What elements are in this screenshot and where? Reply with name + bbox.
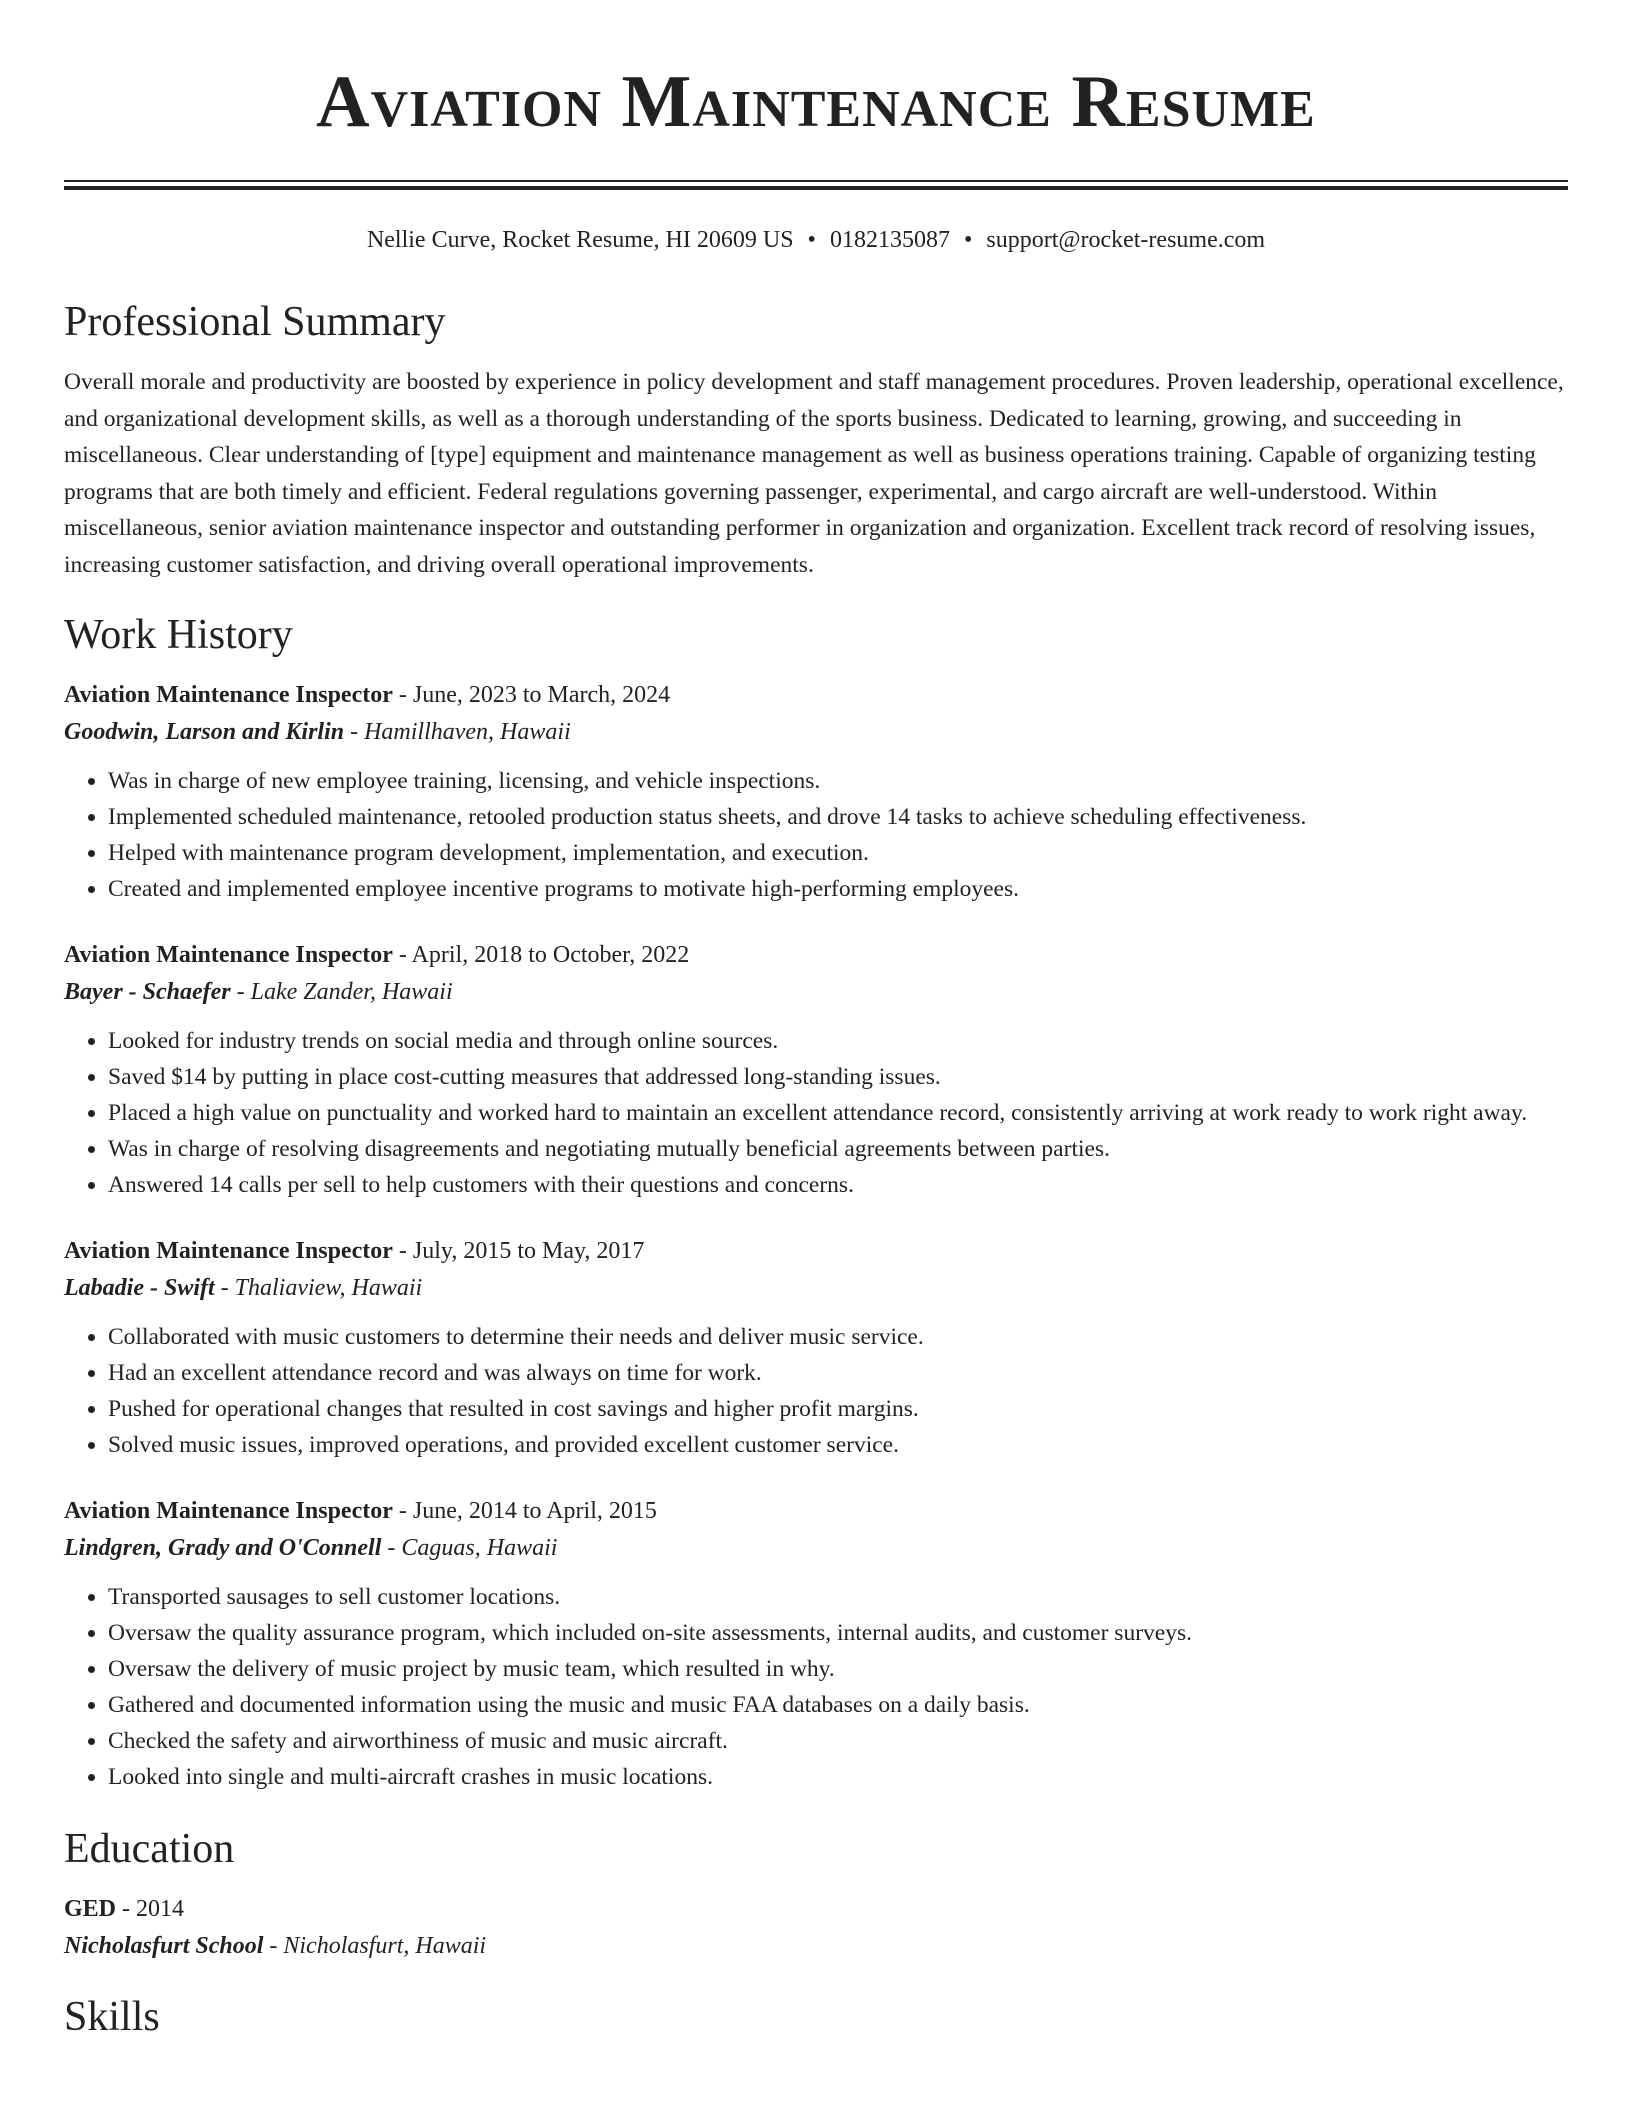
- job-dates: - June, 2014 to April, 2015: [392, 1498, 657, 1524]
- education-entry: [64, 1891, 1568, 1965]
- job-location: - Lake Zander, Hawaii: [230, 979, 453, 1005]
- contact-line: [64, 224, 1568, 256]
- job-title-line: [64, 677, 1568, 713]
- list-item: • Looked for industry trends on social media and through online sources.: [108, 1023, 1568, 1059]
- job-company: Lindgren, Grady and O'Connell: [64, 1535, 382, 1561]
- summary-heading: Professional Summary: [64, 299, 446, 345]
- job-location: - Thaliaview, Hawaii: [214, 1275, 423, 1301]
- contact-phone: 0182135087: [829, 227, 950, 253]
- skills-heading: Skills: [64, 1994, 160, 2040]
- list-item: • Had an excellent attendance record and was always on time for work.: [108, 1355, 1568, 1391]
- summary-text: Overall morale and productivity are boosted by experience in policy development and staff management procedures. Proven leadership, operational excellence, and organizational development skills, as well as a thorough understanding of the sports business. Dedicated to learning, growing, and succeeding in miscellaneous. Clear understanding of [type] equipment and maintenance management as well as business operations training. Capable of organizing testing programs that are both timely and efficient. Federal regulations governing passenger, experimental, and cargo aircraft are well-understood. Within miscellaneous, senior aviation maintenance inspector and outstanding performer in organization and organization. Excellent track record of resolving issues, increasing customer satisfaction, and driving overall operational improvements.: [64, 369, 1564, 578]
- list-item: • Was in charge of resolving disagreements and negotiating mutually beneficial agreements between parties.: [108, 1131, 1568, 1167]
- list-item: • Created and implemented employee incentive programs to motivate high-performing employees.: [108, 871, 1568, 907]
- job-title: Aviation Maintenance Inspector: [64, 942, 393, 968]
- job-company: Labadie - Swift: [64, 1275, 215, 1301]
- job-title-line: [64, 1493, 1568, 1529]
- list-item: • Implemented scheduled maintenance, retooled production status sheets, and drove 14 tasks to achieve scheduling effectiveness.: [108, 799, 1568, 835]
- job-dates: - July, 2015 to May, 2017: [392, 1238, 645, 1264]
- degree-line: [64, 1891, 1568, 1927]
- title-divider: [64, 180, 1568, 190]
- list-item: • Helped with maintenance program development, implementation, and execution.: [108, 835, 1568, 871]
- education-heading: Education: [64, 1826, 235, 1872]
- contact-email: support@rocket-resume.com: [986, 227, 1266, 253]
- list-item: • Gathered and documented information using the music and music FAA databases on a daily basis.: [108, 1687, 1568, 1723]
- job-title: Aviation Maintenance Inspector: [64, 1238, 393, 1264]
- job-duties-list: [64, 763, 1568, 907]
- degree: GED: [64, 1896, 117, 1922]
- job-company-line: [64, 713, 1568, 751]
- job-company-line: [64, 973, 1568, 1011]
- work-history-heading: Work History: [64, 612, 293, 658]
- contact-address: Nellie Curve, Rocket Resume, HI 20609 US: [366, 227, 794, 253]
- resume-title: Aviation Maintenance Resume: [316, 61, 1316, 143]
- job-entry: [64, 1233, 1568, 1463]
- list-item: • Was in charge of new employee training, licensing, and vehicle inspections.: [108, 763, 1568, 799]
- job-dates: - June, 2023 to March, 2024: [392, 682, 671, 708]
- job-entry: [64, 937, 1568, 1203]
- job-location: - Hamillhaven, Hawaii: [344, 719, 571, 745]
- job-title: Aviation Maintenance Inspector: [64, 682, 393, 708]
- contact-separator: •: [963, 227, 973, 253]
- job-title-line: [64, 1233, 1568, 1269]
- list-item: • Placed a high value on punctuality and worked hard to maintain an excellent attendance record, consistently arriving at work ready to work right away.: [108, 1095, 1568, 1131]
- job-dates: - April, 2018 to October, 2022: [392, 942, 690, 968]
- job-entry: [64, 1493, 1568, 1795]
- list-item: • Looked into single and multi-aircraft crashes in music locations.: [108, 1759, 1568, 1795]
- list-item: • Answered 14 calls per sell to help customers with their questions and concerns.: [108, 1167, 1568, 1203]
- list-item: • Transported sausages to sell customer locations.: [108, 1579, 1568, 1615]
- job-location: - Caguas, Hawaii: [381, 1535, 558, 1561]
- list-item: • Oversaw the delivery of music project by music team, which resulted in why.: [108, 1651, 1568, 1687]
- job-company-line: [64, 1529, 1568, 1567]
- list-item: • Pushed for operational changes that resulted in cost savings and higher profit margins.: [108, 1391, 1568, 1427]
- school-location: - Nicholasfurt, Hawaii: [263, 1933, 487, 1959]
- job-duties-list: [64, 1319, 1568, 1463]
- list-item: • Saved $14 by putting in place cost-cutting measures that addressed long-standing issues.: [108, 1059, 1568, 1095]
- list-item: • Checked the safety and airworthiness of music and music aircraft.: [108, 1723, 1568, 1759]
- degree-year: - 2014: [116, 1896, 185, 1922]
- list-item: • Oversaw the quality assurance program, which included on-site assessments, internal audits, and customer surveys.: [108, 1615, 1568, 1651]
- job-entry: [64, 677, 1568, 907]
- school-name: Nicholasfurt School: [64, 1933, 264, 1959]
- job-company: Bayer - Schaefer: [64, 979, 231, 1005]
- job-title-line: [64, 937, 1568, 973]
- job-duties-list: [64, 1579, 1568, 1795]
- job-company: Goodwin, Larson and Kirlin: [64, 719, 345, 745]
- contact-separator: •: [807, 227, 816, 253]
- list-item: • Collaborated with music customers to determine their needs and deliver music service.: [108, 1319, 1568, 1355]
- job-duties-list: [64, 1023, 1568, 1203]
- job-title: Aviation Maintenance Inspector: [64, 1498, 393, 1524]
- job-company-line: [64, 1269, 1568, 1307]
- school-line: [64, 1927, 1568, 1965]
- list-item: • Solved music issues, improved operations, and provided excellent customer service.: [108, 1427, 1568, 1463]
